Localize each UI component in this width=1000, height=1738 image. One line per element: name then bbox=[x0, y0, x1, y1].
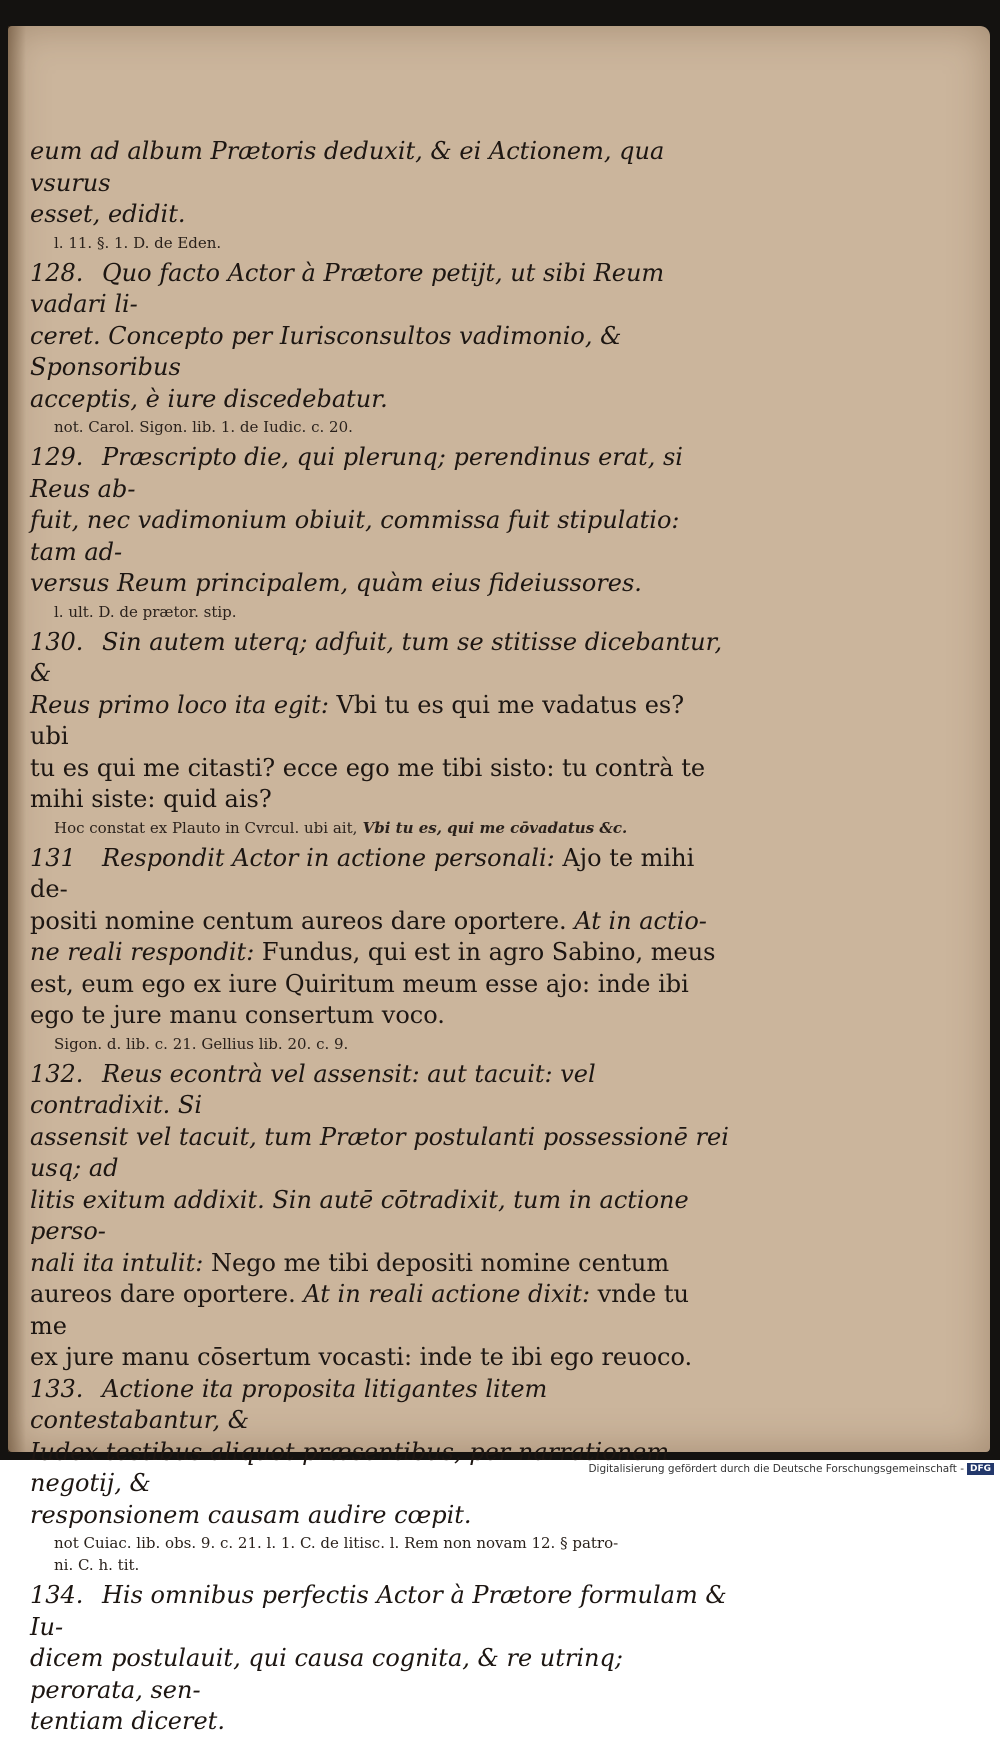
page-spine-shadow bbox=[8, 26, 26, 1452]
text-line: versus Reum principalem, quàm eius fideiussores. bbox=[30, 569, 642, 597]
text-line: esset, edidit. bbox=[30, 200, 186, 228]
paragraph-number: 131 bbox=[30, 843, 76, 872]
page-text bbox=[30, 136, 730, 1738]
text-line-tail: At in reali actione dixit: bbox=[295, 1280, 591, 1308]
paragraph-number: 130. bbox=[30, 627, 84, 656]
text-line: litis exitum addixit. Sin autē cōtradixit, tum in actione perso- bbox=[30, 1185, 689, 1245]
text-line-tail: Fundus, qui est in agro Sabino, meus bbox=[254, 938, 716, 966]
text-line: acceptis, è iure discedebatur. bbox=[30, 384, 388, 413]
footnote-text: Hoc constat ex Plauto in Cvrcul. ubi ait, bbox=[54, 818, 358, 837]
paragraph-133 bbox=[30, 1374, 730, 1532]
paragraph-number: 133. bbox=[30, 1374, 84, 1403]
paragraph-134 bbox=[30, 1580, 730, 1738]
paragraph-132 bbox=[30, 1059, 730, 1374]
footnote-text: ni. C. h. tit. bbox=[54, 1556, 140, 1574]
text-line-tail: vnde tu me bbox=[30, 1280, 689, 1340]
paragraph-128 bbox=[30, 258, 730, 416]
paragraph-number: 129. bbox=[30, 443, 84, 471]
text-line-tail: Nego me tibi depositi nomine centum bbox=[203, 1248, 670, 1277]
text-line: aureos dare oportere. bbox=[30, 1280, 296, 1308]
text-line: positi nomine centum aureos dare oportere. bbox=[30, 906, 567, 935]
footnote-text: not Cuiac. lib. obs. 9. c. 21. l. 1. C. de litisc. l. Rem non novam 12. § patro- bbox=[54, 1534, 619, 1552]
text-line-tail: At in actio- bbox=[566, 906, 707, 935]
text-line: tu es qui me citasti? ecce ego me tibi sisto: tu contrà te bbox=[30, 753, 706, 782]
text-line-tail: Ajo te mihi de- bbox=[30, 843, 695, 903]
text-line: Iudex testibus aliquot præsentibus, per narrationem negotij, & bbox=[30, 1437, 670, 1497]
text-line: Sin autem uterq; adfuit, tum se stitisse dicebantur, & bbox=[30, 627, 723, 687]
text-line: assensit vel tacuit, tum Prætor postulanti possessionē rei usq; ad bbox=[30, 1122, 729, 1182]
paragraph-130 bbox=[30, 627, 730, 816]
footnote-quote: Vbi tu es, qui me cōvadatus &c. bbox=[357, 818, 628, 837]
digitization-footer bbox=[588, 1461, 994, 1477]
text-line: ex jure manu cōsertum vocasti: inde te ibi ego reuoco. bbox=[30, 1343, 693, 1371]
text-line: Respondit Actor in actione personali: bbox=[102, 843, 555, 872]
text-line: responsionem causam audire cœpit. bbox=[30, 1500, 472, 1529]
footnote: l. 11. §. 1. D. de Eden. bbox=[54, 233, 222, 252]
footnote: Sigon. d. lib. c. 21. Gellius lib. 20. c. 9. bbox=[54, 1034, 349, 1053]
text-line: dicem postulauit, qui causa cognita, & re utrinq; perorata, sen- bbox=[30, 1644, 623, 1704]
paragraph-number: 128. bbox=[30, 258, 84, 287]
footnote bbox=[54, 1532, 730, 1576]
footnote bbox=[54, 817, 730, 839]
text-line: His omnibus perfectis Actor à Prætore formulam & Iu- bbox=[30, 1581, 727, 1641]
text-line: Reus econtrà vel assensit: aut tacuit: vel contradixit. Si bbox=[30, 1059, 596, 1119]
footer-text: Digitalisierung gefördert durch die Deutsche Forschungsgemeinschaft - bbox=[588, 1463, 964, 1475]
dfg-logo: DFG bbox=[967, 1463, 994, 1475]
text-line: tentiam diceret. bbox=[30, 1707, 225, 1735]
text-line: eum ad album Prætoris deduxit, & ei Actionem, qua vsurus bbox=[30, 137, 665, 197]
text-line: Quo facto Actor à Prætore petijt, ut sibi Reum vadari li- bbox=[30, 258, 665, 318]
text-line-tail: Vbi tu es qui me vadatus es? ubi bbox=[30, 690, 685, 750]
text-line: Reus primo loco ita egit: bbox=[30, 690, 329, 719]
footnote: l. ult. D. de prætor. stip. bbox=[54, 602, 237, 621]
paragraph-129 bbox=[30, 442, 730, 600]
text-line: fuit, nec vadimonium obiuit, commissa fuit stipulatio: tam ad- bbox=[30, 506, 680, 566]
footnote: not. Carol. Sigon. lib. 1. de Iudic. c. 20. bbox=[54, 418, 353, 436]
text-line: ne reali respondit: bbox=[30, 938, 255, 966]
text-line: est, eum ego ex iure Quiritum meum esse ajo: inde ibi bbox=[30, 969, 689, 998]
text-line: Præscripto die, qui plerunq; perendinus erat, si Reus ab- bbox=[30, 443, 683, 503]
paragraph bbox=[30, 136, 730, 231]
text-line: ego te jure manu consertum voco. bbox=[30, 1001, 445, 1029]
paragraph-number: 134. bbox=[30, 1581, 84, 1609]
paragraph-131 bbox=[30, 843, 730, 1032]
text-line: mihi siste: quid ais? bbox=[30, 785, 272, 813]
text-line: Actione ita proposita litigantes litem contestabantur, & bbox=[30, 1374, 548, 1434]
text-line: ceret. Concepto per Iurisconsultos vadimonio, & Sponsoribus bbox=[30, 321, 622, 381]
text-line: nali ita intulit: bbox=[30, 1248, 204, 1277]
paragraph-number: 132. bbox=[30, 1059, 84, 1088]
